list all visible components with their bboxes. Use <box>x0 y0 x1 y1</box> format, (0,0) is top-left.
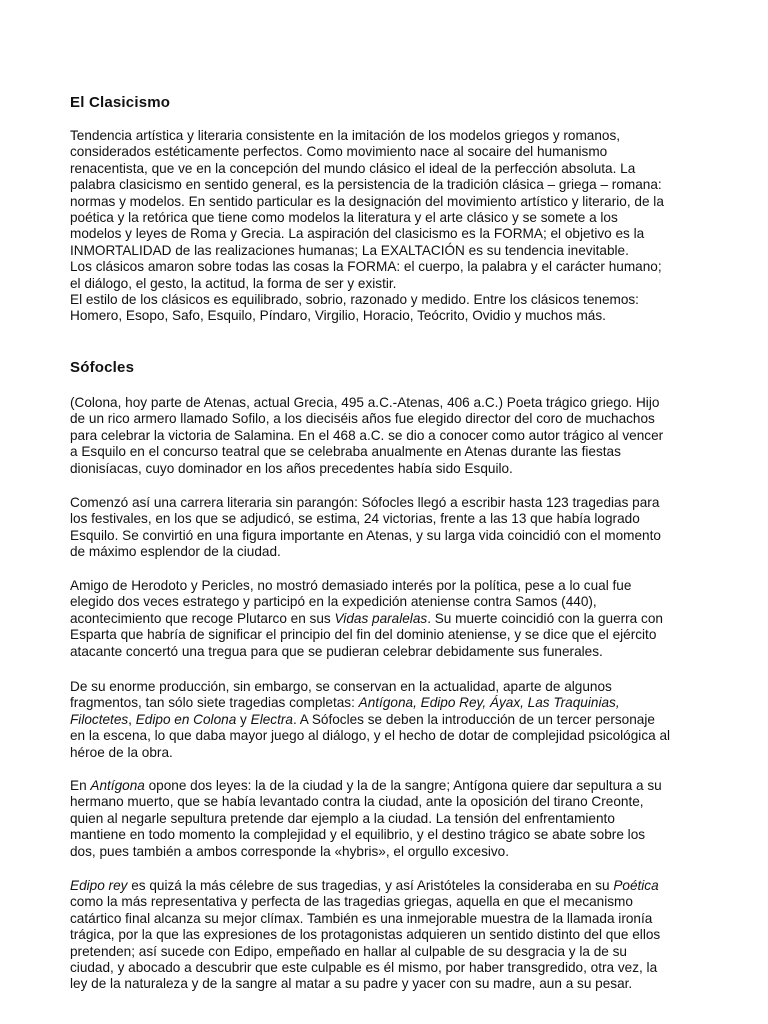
paragraph-sofocles-produccion <box>70 679 710 761</box>
text-line <box>70 745 710 761</box>
body-text: Homero, Esopo, Safo, Esquilo, Píndaro, Virgilio, Horacio, Teócrito, Ovidio y muchos más. <box>70 308 606 324</box>
text-line <box>70 712 710 728</box>
paragraph-sofocles-biografia <box>70 395 710 477</box>
body-text: Comenzó así una carrera literaria sin parangón: Sófocles llegó a escribir hasta 123 tragedias para <box>70 495 660 510</box>
text-line <box>70 444 710 460</box>
text-line <box>70 495 710 511</box>
body-text: Esquilo. Se convirtió en una figura importante en Atenas, y su larga vida coincidió con el momento <box>70 527 661 543</box>
body-text: El estilo de los clásicos es equilibrado, sobrio, razonado y medido. Entre los clásicos tenemos: <box>70 292 639 308</box>
paragraph-edipo-rey <box>70 878 710 993</box>
body-text: ciudad, y abocado a descubrir que este culpable es él mismo, por haber transgredido, otra vez, la <box>70 960 658 976</box>
text-line <box>70 944 710 960</box>
body-text: dos, pues también a ambos corresponde la «hybris», el orgullo excesivo. <box>70 843 510 859</box>
text-line <box>70 461 710 477</box>
text-line <box>70 194 710 210</box>
body-text: y <box>236 711 251 727</box>
italic-title-text: Antígona, Edipo Rey, Áyax, Las Traquinias, <box>358 695 620 711</box>
body-text: acontecimiento que recoge Plutarco en sus <box>70 610 335 626</box>
italic-title-text: Poética <box>613 878 659 893</box>
text-line <box>70 511 710 527</box>
text-line <box>70 210 710 226</box>
body-text: pretenden; así sucede con Edipo, empeñado en hallar al culpable de su desgracia y la de su <box>70 943 627 959</box>
body-text: poética y la retórica que tiene como modelos la literatura y el arte clásico y se somete a los <box>70 210 618 226</box>
body-text: . A Sófocles se deben la introducción de un tercer personaje <box>292 711 655 727</box>
body-text: mantiene en todo momento la complejidad y el equilibrio, y el destino trágico se abate sobre los <box>70 827 646 843</box>
text-line <box>70 259 710 275</box>
body-text: modelos y leyes de Roma y Grecia. La aspiración del clasicismo es la FORMA; el objetivo es la <box>70 226 645 242</box>
text-line <box>70 695 710 711</box>
text-line <box>70 395 710 411</box>
text-line <box>70 144 710 160</box>
body-text: héroe de la obra. <box>70 744 173 760</box>
text-line <box>70 243 710 259</box>
text-line <box>70 627 710 643</box>
body-text: para celebrar la victoria de Salamina. En el 468 a.C. se dio a conocer como autor trágico al vencer <box>70 427 664 443</box>
body-text: como la más representativa y perfecta de las tragedias griegas, aquella en que el mecanismo <box>70 894 633 910</box>
italic-title-text: Edipo en Colona <box>135 711 237 727</box>
body-text: es quizá la más célebre de sus tragedias, y así Aristóteles la consideraba en su <box>127 878 614 893</box>
body-text: elegido dos veces estratego y participó en la expedición ateniense contra Samos (440), <box>70 594 597 610</box>
body-text: . Su muerte coincidió con la guerra con <box>427 610 663 626</box>
body-text: Amigo de Herodoto y Pericles, no mostró demasiado interés por la política, pese a lo cual fue <box>70 578 632 593</box>
body-text: de un rico armero llamado Sofilo, a los dieciséis años fue elegido director del coro de muchachos <box>70 411 655 427</box>
text-line <box>70 679 710 695</box>
paragraph-sofocles-carrera <box>70 495 710 561</box>
italic-title-text: Filoctetes <box>70 711 129 727</box>
text-line <box>70 927 710 943</box>
body-text: de máximo esplendor de la ciudad. <box>70 544 281 560</box>
section-title-clasicismo: El Clasicismo <box>70 94 171 111</box>
text-line <box>70 578 710 594</box>
text-line <box>70 544 710 560</box>
body-text: Los clásicos amaron sobre todas las cosas la FORMA: el cuerpo, la palabra y el carácter humano; <box>70 259 662 275</box>
body-text: catártico final alcanza su mejor clímax. También es una inmejorable muestra de la llamada ironía <box>70 910 653 926</box>
italic-title-text: Vidas paralelas <box>334 610 428 626</box>
italic-title-text: Antígona <box>90 778 145 793</box>
body-text: quien al negarle sepultura pretende dar ejemplo a la ciudad. La tensión del enfrentamiento <box>70 810 615 826</box>
text-line <box>70 177 710 193</box>
body-text: opone dos leyes: la de la ciudad y la de la sangre; Antígona quiere dar sepultura a su <box>144 778 662 793</box>
text-line <box>70 161 710 177</box>
text-line <box>70 844 710 860</box>
text-line <box>70 411 710 427</box>
body-text: ley de la naturaleza y de la sangre al matar a su padre y yacer con su madre, aun a su pesar. <box>70 976 633 992</box>
body-text: atacante concertó una tregua para que se pudieran celebrar debidamente sus funerales. <box>70 643 603 659</box>
body-text: considerados estéticamente perfectos. Como movimiento nace al socaire del humanismo <box>70 144 608 160</box>
paragraph-sofocles-politica <box>70 578 710 660</box>
text-line <box>70 794 710 810</box>
text-line <box>70 128 710 144</box>
text-line <box>70 827 710 843</box>
body-text: dionisíacas, cuyo dominador en los años precedentes había sido Esquilo. <box>70 460 513 476</box>
text-line <box>70 594 710 610</box>
text-line <box>70 611 710 627</box>
text-line <box>70 811 710 827</box>
body-text: en la escena, lo que daba mayor juego al diálogo, y el hecho de dotar de complejidad psicológica al <box>70 728 671 744</box>
body-text: palabra clasicismo en sentido general, es la persistencia de la tradición clásica – griega – romana: <box>70 177 662 193</box>
body-text: Tendencia artística y literaria consistente en la imitación de los modelos griegos y romanos, <box>70 128 621 143</box>
text-line <box>70 276 710 292</box>
body-text: el diálogo, el gesto, la actitud, la forma de ser y existir. <box>70 275 397 291</box>
italic-title-text: Edipo rey <box>70 878 128 893</box>
body-text: De su enorme producción, sin embargo, se conservan en la actualidad, aparte de algunos <box>70 679 612 694</box>
body-text: fragmentos, tan sólo siete tragedias completas: <box>70 695 359 711</box>
text-line <box>70 644 710 660</box>
body-text: hermano muerto, que se había levantado contra la ciudad, ante la oposición del tirano Creonte, <box>70 794 644 810</box>
body-text: renacentista, que ve en la concepción del mundo clásico el ideal de la perfección absoluta. La <box>70 160 636 176</box>
text-line <box>70 308 710 324</box>
body-text: trágica, por la que las expresiones de los protagonistas adquieren un sentido distinto del que ellos <box>70 927 661 943</box>
text-line <box>70 878 710 894</box>
body-text: Esparta que habría de significar el principio del fin del dominio ateniense, y se dice que el ejército <box>70 627 657 643</box>
text-line <box>70 960 710 976</box>
text-line <box>70 894 710 910</box>
text-line <box>70 911 710 927</box>
text-line <box>70 226 710 242</box>
body-text: , <box>128 711 136 727</box>
body-text: (Colona, hoy parte de Atenas, actual Grecia, 495 a.C.-Atenas, 406 a.C.) Poeta trágico griego. Hijo <box>70 395 660 410</box>
section-title-sofocles: Sófocles <box>70 359 135 376</box>
italic-title-text: Electra <box>250 711 293 727</box>
text-line <box>70 292 710 308</box>
body-text: En <box>70 778 91 793</box>
text-line <box>70 728 710 744</box>
paragraph-clasicismo-1 <box>70 128 710 325</box>
text-line <box>70 778 710 794</box>
text-line <box>70 976 710 992</box>
body-text: los festivales, en los que se adjudicó, se estima, 24 victorias, frente a las 13 que había logrado <box>70 511 640 527</box>
body-text: normas y modelos. En sentido particular es la designación del movimiento artístico y literario, de la <box>70 193 664 209</box>
body-text: a Esquilo en el concurso teatral que se celebraba anualmente en Atenas durante las fiestas <box>70 444 621 460</box>
text-line <box>70 528 710 544</box>
body-text: INMORTALIDAD de las realizaciones humanas; La EXALTACIÓN es su tendencia inevitable. <box>70 242 629 258</box>
text-line <box>70 428 710 444</box>
paragraph-antigona <box>70 778 710 860</box>
